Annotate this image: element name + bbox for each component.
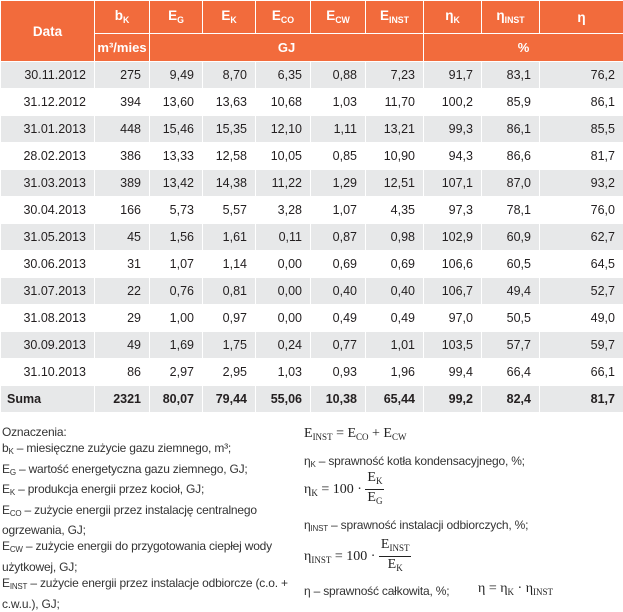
table-cell: 13,60 (150, 89, 203, 116)
table-cell: 394 (95, 89, 150, 116)
table-cell: 0,00 (256, 305, 311, 332)
table-cell: 4,35 (366, 197, 424, 224)
table-body (1, 62, 623, 413)
table-row (1, 197, 623, 224)
table-row (1, 251, 623, 278)
table-row (1, 359, 623, 386)
table-cell: 6,35 (256, 62, 311, 89)
unit-percent: % (424, 34, 623, 62)
sum-cell: 81,7 (540, 386, 623, 413)
header-row-units (1, 34, 623, 62)
unit-bk: m³/mies (95, 34, 150, 62)
legend-title: Oznaczenia: (2, 424, 292, 440)
sum-cell: 10,38 (311, 386, 366, 413)
table-cell: 1,07 (150, 251, 203, 278)
formula-eta-inst: $\eta_{INST} = 100$ · $\frac{E_{INST}}{E_K}$ (304, 537, 411, 576)
table-cell: 14,38 (203, 170, 256, 197)
table-cell: 0,97 (203, 305, 256, 332)
table-cell: 0,87 (311, 224, 366, 251)
table-cell: 76,2 (540, 62, 623, 89)
table-cell: 3,28 (256, 197, 311, 224)
table-row (1, 170, 623, 197)
table-cell: 103,5 (424, 332, 482, 359)
cell-date: 31.05.2013 (1, 224, 95, 251)
table-cell: 0,98 (366, 224, 424, 251)
table-cell: 11,70 (366, 89, 424, 116)
header-data: Data (1, 1, 95, 62)
table-cell: 5,57 (203, 197, 256, 224)
cell-date: 31.01.2013 (1, 116, 95, 143)
table-cell: 86,1 (540, 89, 623, 116)
cell-date: 30.09.2013 (1, 332, 95, 359)
legend-item: $E_{CW}$ – zużycie energii do przygotowania ciepłej wody użytkowej, GJ; (2, 538, 292, 575)
header-eta-inst: $\eta_{INST}$ (482, 1, 540, 34)
table-cell: 13,21 (366, 116, 424, 143)
table-row (1, 332, 623, 359)
table-cell: 1,14 (203, 251, 256, 278)
table-cell: 1,00 (150, 305, 203, 332)
table-cell: 49 (95, 332, 150, 359)
table-cell: 59,7 (540, 332, 623, 359)
table-cell: 0,76 (150, 278, 203, 305)
cell-date: 31.10.2013 (1, 359, 95, 386)
legend (2, 424, 292, 612)
table-cell: 62,7 (540, 224, 623, 251)
table-cell: 106,6 (424, 251, 482, 278)
table-cell: 1,03 (256, 359, 311, 386)
table-row (1, 62, 623, 89)
table-cell: 12,51 (366, 170, 424, 197)
table-cell: 0,49 (366, 305, 424, 332)
table-cell: 0,24 (256, 332, 311, 359)
table-cell: 85,9 (482, 89, 540, 116)
table-cell: 0,93 (311, 359, 366, 386)
legend-item: $E_K$ – produkcja energii przez kocioł, GJ; (2, 481, 292, 501)
table-cell: 106,7 (424, 278, 482, 305)
table-row (1, 278, 623, 305)
table-cell: 57,7 (482, 332, 540, 359)
table-row (1, 89, 623, 116)
table-cell: 99,4 (424, 359, 482, 386)
table-cell: 0,11 (256, 224, 311, 251)
sum-label: Suma (1, 386, 95, 413)
header-einst: $E_{INST}$ (366, 1, 424, 34)
cell-date: 28.02.2013 (1, 143, 95, 170)
table-cell: 166 (95, 197, 150, 224)
table-cell: 1,01 (366, 332, 424, 359)
table-cell: 49,4 (482, 278, 540, 305)
table-cell: 0,88 (311, 62, 366, 89)
table-cell: 13,42 (150, 170, 203, 197)
table-cell: 97,0 (424, 305, 482, 332)
table-row (1, 305, 623, 332)
table-cell: 99,3 (424, 116, 482, 143)
table-cell: 60,9 (482, 224, 540, 251)
cell-date: 31.03.2013 (1, 170, 95, 197)
legend-item: $E_{CO}$ – zużycie energii przez instalację centralnego ogrzewania, GJ; (2, 502, 292, 539)
table-cell: 1,29 (311, 170, 366, 197)
unit-gj: GJ (150, 34, 424, 62)
table-cell: 8,70 (203, 62, 256, 89)
table-cell: 93,2 (540, 170, 623, 197)
table-cell: 0,85 (311, 143, 366, 170)
table-cell: 0,00 (256, 278, 311, 305)
table-cell: 10,68 (256, 89, 311, 116)
table-cell: 0,69 (311, 251, 366, 278)
legend-item: $E_G$ – wartość energetyczna gazu ziemnego, GJ; (2, 461, 292, 481)
table-cell: 5,73 (150, 197, 203, 224)
table-cell: 11,22 (256, 170, 311, 197)
table-cell: 0,69 (366, 251, 424, 278)
sum-cell: 65,44 (366, 386, 424, 413)
table-cell: 386 (95, 143, 150, 170)
table-row (1, 224, 623, 251)
table-cell: 389 (95, 170, 150, 197)
fraction-ek-eg: $\frac{E_K}{E_G}$ (365, 470, 384, 509)
cell-date: 31.12.2012 (1, 89, 95, 116)
table-cell: 1,03 (311, 89, 366, 116)
formula-eta: $\eta = \eta_K \cdot \eta_{INST}$ (478, 581, 553, 597)
note-eta-k: $\eta_K$ – sprawność kotła kondensacyjnego, %; (304, 454, 525, 469)
table-cell: 45 (95, 224, 150, 251)
table-cell: 15,46 (150, 116, 203, 143)
table-cell: 1,75 (203, 332, 256, 359)
sum-row (1, 386, 623, 413)
legend-item: $b_K$ – miesięczne zużycie gazu ziemnego, m³; (2, 440, 292, 460)
table-cell: 76,0 (540, 197, 623, 224)
table-cell: 0,77 (311, 332, 366, 359)
header-eta: η (540, 1, 623, 34)
table-cell: 0,00 (256, 251, 311, 278)
table-cell: 12,58 (203, 143, 256, 170)
table-cell: 78,1 (482, 197, 540, 224)
note-eta-inst: $\eta_{INST}$ – sprawność instalacji odbiorczych, %; (304, 518, 528, 533)
table-cell: 275 (95, 62, 150, 89)
table-cell: 1,96 (366, 359, 424, 386)
table-cell: 1,61 (203, 224, 256, 251)
sum-cell: 2321 (95, 386, 150, 413)
table-cell: 64,5 (540, 251, 623, 278)
table-cell: 66,1 (540, 359, 623, 386)
sum-cell: 82,4 (482, 386, 540, 413)
cell-date: 31.08.2013 (1, 305, 95, 332)
table-cell: 1,56 (150, 224, 203, 251)
header-row-symbols (1, 1, 623, 34)
table-cell: 0,40 (366, 278, 424, 305)
table-cell: 1,07 (311, 197, 366, 224)
table-cell: 49,0 (540, 305, 623, 332)
table-cell: 13,63 (203, 89, 256, 116)
table-row (1, 116, 623, 143)
sum-cell: 79,44 (203, 386, 256, 413)
table-cell: 83,1 (482, 62, 540, 89)
table-cell: 85,5 (540, 116, 623, 143)
note-eta: η – sprawność całkowita, %; (304, 584, 449, 598)
header-bk: $b_K$ (95, 1, 150, 34)
table-cell: 97,3 (424, 197, 482, 224)
table-cell: 86,6 (482, 143, 540, 170)
table-cell: 1,69 (150, 332, 203, 359)
table-cell: 100,2 (424, 89, 482, 116)
header-ek: $E_K$ (203, 1, 256, 34)
formula-eta-k: $\eta_K = 100$ · $\frac{E_K}{E_G}$ (304, 470, 384, 509)
legend-item: $E_{INST}$ – zużycie energii przez instalacje odbiorcze (c.o. + c.w.u.), GJ; (2, 575, 292, 612)
sum-cell: 55,06 (256, 386, 311, 413)
table-cell: 0,49 (311, 305, 366, 332)
table-cell: 52,7 (540, 278, 623, 305)
table-cell: 7,23 (366, 62, 424, 89)
table-cell: 22 (95, 278, 150, 305)
table-cell: 86,1 (482, 116, 540, 143)
header-eco: $E_{CO}$ (256, 1, 311, 34)
table-cell: 13,33 (150, 143, 203, 170)
table-cell: 448 (95, 116, 150, 143)
cell-date: 30.11.2012 (1, 62, 95, 89)
table-cell: 87,0 (482, 170, 540, 197)
cell-date: 31.07.2013 (1, 278, 95, 305)
table-cell: 1,11 (311, 116, 366, 143)
table-cell: 10,05 (256, 143, 311, 170)
legend-list (2, 440, 292, 612)
fraction-einst-ek: $\frac{E_{INST}}{E_K}$ (379, 537, 412, 576)
table-cell: 0,40 (311, 278, 366, 305)
table-cell: 31 (95, 251, 150, 278)
table-cell: 60,5 (482, 251, 540, 278)
table-cell: 102,9 (424, 224, 482, 251)
header-eta-k: $\eta_K$ (424, 1, 482, 34)
table-cell: 29 (95, 305, 150, 332)
sum-cell: 99,2 (424, 386, 482, 413)
table-cell: 107,1 (424, 170, 482, 197)
table-cell: 15,35 (203, 116, 256, 143)
table-cell: 2,97 (150, 359, 203, 386)
header-eg: $E_G$ (150, 1, 203, 34)
table-cell: 50,5 (482, 305, 540, 332)
table-cell: 0,81 (203, 278, 256, 305)
table-cell: 86 (95, 359, 150, 386)
table-cell: 2,95 (203, 359, 256, 386)
table-cell: 81,7 (540, 143, 623, 170)
header-ecw: $E_{CW}$ (311, 1, 366, 34)
table-cell: 9,49 (150, 62, 203, 89)
table-cell: 10,90 (366, 143, 424, 170)
table-cell: 12,10 (256, 116, 311, 143)
table-row (1, 143, 623, 170)
formula-einst: $E_{INST} = E_{CO} + E_{CW}$ (304, 426, 406, 442)
table-cell: 94,3 (424, 143, 482, 170)
table-cell: 66,4 (482, 359, 540, 386)
cell-date: 30.04.2013 (1, 197, 95, 224)
sum-cell: 80,07 (150, 386, 203, 413)
cell-date: 30.06.2013 (1, 251, 95, 278)
table-cell: 91,7 (424, 62, 482, 89)
